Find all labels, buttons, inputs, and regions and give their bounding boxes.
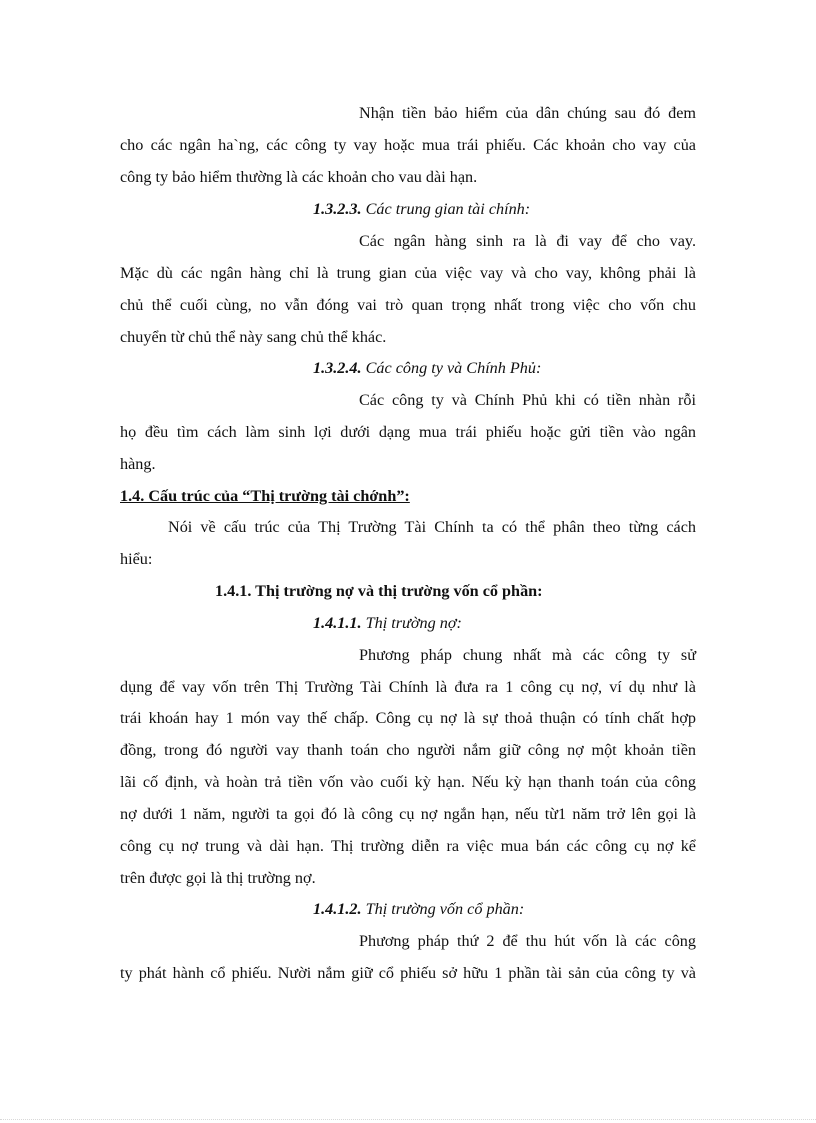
paragraph-line: Nhận tiền bảo hiểm của dân chúng sau đó đem — [359, 104, 696, 122]
heading-1-4-1-1 — [313, 613, 462, 633]
paragraph-line: chuyển từ chủ thể này sang chủ thể khác. — [120, 328, 387, 346]
heading-text: Thị trường vốn cổ phần: — [361, 900, 525, 918]
paragraph-line: lãi cố định, và hoàn trả tiền vốn vào cuối kỳ hạn. Nếu kỳ hạn thanh toán của công — [120, 773, 696, 791]
paragraph-line: Nói về cấu trúc của Thị Trường Tài Chính ta có thể phân theo từng cách — [168, 518, 696, 536]
paragraph-line: đồng, trong đó người vay thanh toán cho người nắm giữ công nợ một khoản tiền — [120, 741, 696, 759]
paragraph-line: công cụ nợ trung và dài hạn. Thị trường diễn ra việc mua bán các công cụ nợ kể — [120, 837, 696, 855]
paragraph-line: Mặc dù các ngân hàng chỉ là trung gian của việc vay và cho vay, không phải là — [120, 264, 696, 282]
paragraph-line: cho các ngân ha`ng, các công ty vay hoặc mua trái phiếu. Các khoản cho vay của — [120, 136, 696, 154]
heading-1-4: 1.4. Cấu trúc của “Thị trường tài chớnh”: — [120, 487, 410, 505]
paragraph-line: hiểu: — [120, 550, 153, 568]
paragraph-line: chủ thể cuối cùng, no vẫn đóng vai trò quan trọng nhất trong việc cho vốn chu — [120, 296, 696, 314]
heading-number: 1.3.2.3. — [313, 200, 362, 218]
paragraph-line: Phương pháp thứ 2 để thu hút vốn là các công — [359, 932, 696, 950]
paragraph-line: dụng để vay vốn trên Thị Trường Tài Chính là đưa ra 1 công cụ nợ, ví dụ như là — [120, 678, 696, 696]
heading-number: 1.3.2.4. — [313, 359, 362, 377]
heading-1-4-1: 1.4.1. Thị trường nợ và thị trường vốn cổ phần: — [215, 582, 543, 600]
paragraph-line: ty phát hành cổ phiếu. Nười nắm giữ cổ phiếu sở hữu 1 phần tài sản của công ty và — [120, 964, 696, 982]
page-bottom-divider — [0, 1119, 816, 1120]
paragraph-line: họ đều tìm cách làm sinh lợi dưới dạng mua trái phiếu hoặc gửi tiền vào ngân — [120, 423, 696, 441]
paragraph-line: trái khoán hay 1 món vay thế chấp. Công cụ nợ là sự thoả thuận có tính chất hợp — [120, 709, 696, 727]
heading-1-3-2-3 — [313, 199, 530, 219]
paragraph-line: nợ dưới 1 năm, người ta gọi đó là công cụ nợ ngắn hạn, nếu từ1 năm trở lên gọi là — [120, 805, 696, 823]
paragraph-line: trên được gọi là thị trường nợ. — [120, 869, 316, 887]
heading-text: Các công ty và Chính Phủ: — [361, 359, 542, 377]
heading-1-3-2-4 — [313, 358, 541, 378]
heading-number: 1.4.1.1. — [313, 614, 362, 632]
paragraph-line: Phương pháp chung nhất mà các công ty sử — [359, 646, 696, 664]
paragraph-line: Các công ty và Chính Phủ khi có tiền nhàn rỗi — [359, 391, 696, 409]
heading-text: Thị trường nợ: — [361, 614, 462, 632]
paragraph-line: hàng. — [120, 455, 156, 473]
paragraph-line: công ty bảo hiểm thường là các khoản cho vau dài hạn. — [120, 168, 478, 186]
heading-text: Các trung gian tài chính: — [361, 200, 531, 218]
heading-1-4-1-2 — [313, 899, 524, 919]
paragraph-line: Các ngân hàng sinh ra là đi vay để cho vay. — [359, 232, 696, 250]
heading-number: 1.4.1.2. — [313, 900, 362, 918]
